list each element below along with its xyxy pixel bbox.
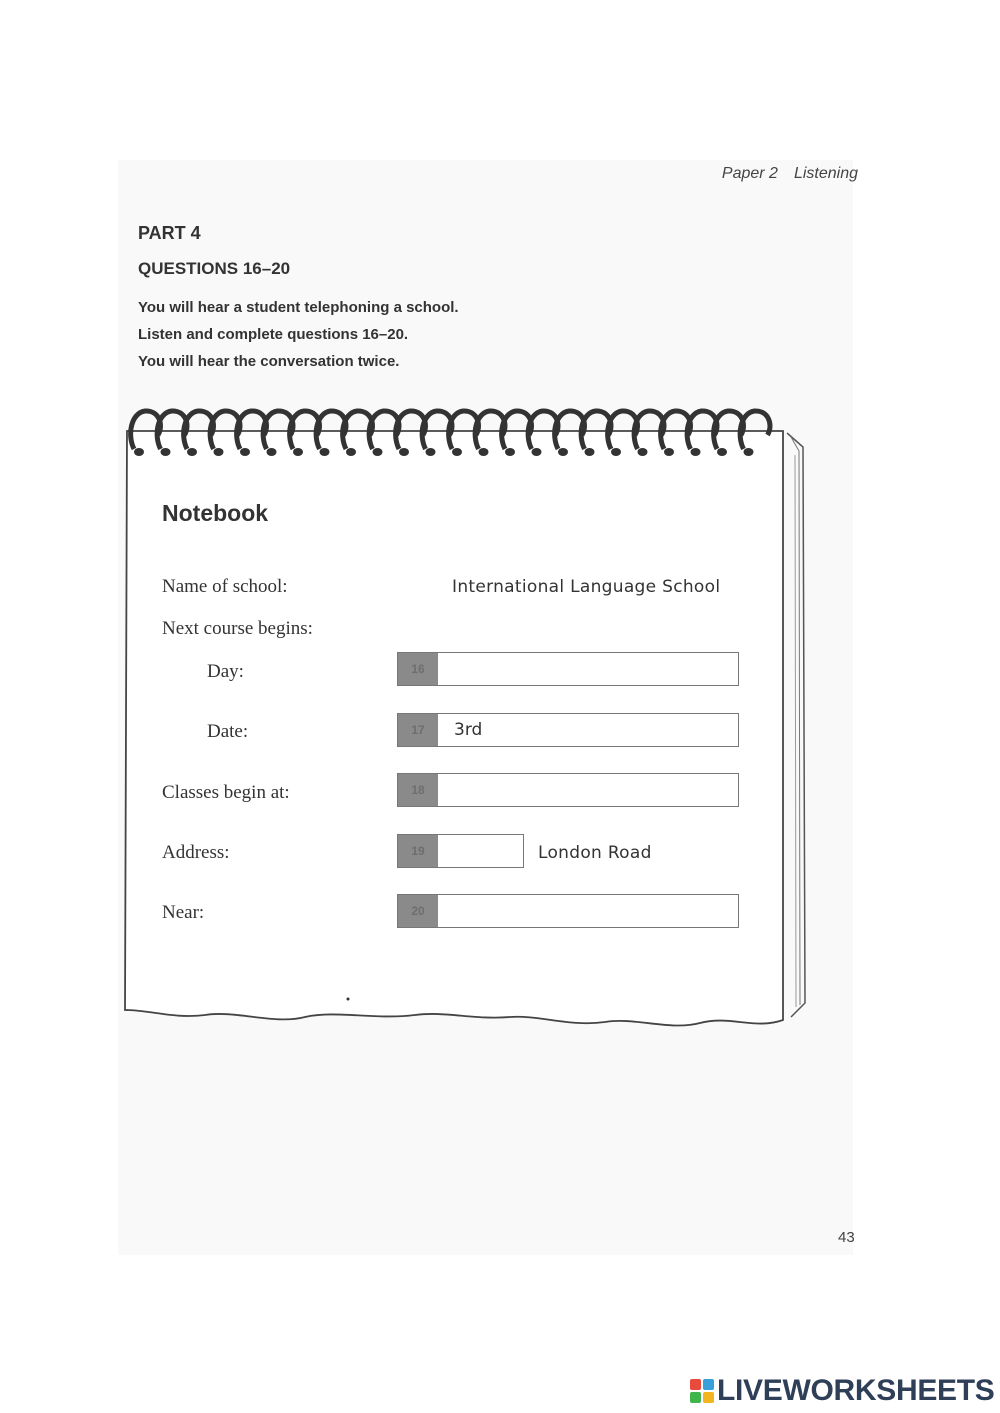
brand-name: LIVEWORKSHEETS — [717, 1374, 995, 1407]
spiral-hole — [214, 448, 224, 456]
spiral-hole — [585, 448, 595, 456]
near-answer-field[interactable] — [397, 894, 739, 928]
logo-square — [703, 1392, 714, 1403]
spiral-hole — [320, 448, 330, 456]
instruction-line: You will hear the conversation twice. — [138, 353, 400, 370]
spiral-hole — [558, 448, 568, 456]
classes-label: Classes begin at: — [162, 782, 290, 803]
near-label: Near: — [162, 902, 205, 923]
logo-square — [703, 1379, 714, 1390]
spiral-hole — [373, 448, 383, 456]
question-number-badge: 17 — [398, 714, 438, 746]
address-answer-field[interactable] — [397, 834, 524, 868]
date-label: Date: — [207, 721, 249, 742]
spiral-hole — [611, 448, 621, 456]
notebook-title: Notebook — [162, 500, 269, 526]
part-title: PART 4 — [138, 223, 201, 243]
spiral-hole — [717, 448, 727, 456]
spiral-hole — [479, 448, 489, 456]
instruction-line: You will hear a student telephoning a school. — [138, 299, 459, 316]
page-number: 43 — [838, 1229, 855, 1246]
spiral-hole — [452, 448, 462, 456]
school-label: Name of school: — [162, 576, 288, 597]
date-answer-field[interactable] — [397, 713, 739, 747]
spiral-hole — [346, 448, 356, 456]
spiral-hole — [664, 448, 674, 456]
section-label: Listening — [793, 165, 858, 182]
question-number-badge: 18 — [398, 774, 438, 806]
spiral-hole — [532, 448, 542, 456]
logo-square — [690, 1392, 701, 1403]
liveworksheets-logo[interactable] — [690, 1374, 995, 1408]
spiral-hole — [399, 448, 409, 456]
school-value: International Language School — [452, 577, 721, 597]
instruction-line: Listen and complete questions 16–20. — [138, 326, 409, 343]
logo-grid-icon — [690, 1379, 714, 1403]
spiral-hole — [267, 448, 277, 456]
spiral-hole — [293, 448, 303, 456]
date-answer-value: 3rd — [454, 720, 483, 740]
day-answer-field[interactable] — [397, 652, 739, 686]
questions-label: QUESTIONS 16–20 — [138, 259, 291, 278]
spiral-hole — [161, 448, 171, 456]
question-number-badge: 16 — [398, 653, 438, 685]
day-label: Day: — [207, 661, 244, 682]
page-header — [706, 165, 858, 183]
address-suffix: London Road — [538, 843, 652, 863]
spiral-hole — [134, 448, 144, 456]
paper-label: Paper 2 — [721, 165, 778, 182]
spiral-hole — [240, 448, 250, 456]
question-number-badge: 19 — [398, 835, 438, 867]
spiral-hole — [187, 448, 197, 456]
spiral-hole — [426, 448, 436, 456]
logo-square — [690, 1379, 701, 1390]
question-number-badge: 20 — [398, 895, 438, 927]
spiral-hole — [744, 448, 754, 456]
spiral-hole — [638, 448, 648, 456]
spiral-hole — [691, 448, 701, 456]
spiral-hole — [505, 448, 515, 456]
classes-answer-field[interactable] — [397, 773, 739, 807]
address-label: Address: — [162, 842, 230, 863]
next-course-label: Next course begins: — [162, 618, 313, 639]
